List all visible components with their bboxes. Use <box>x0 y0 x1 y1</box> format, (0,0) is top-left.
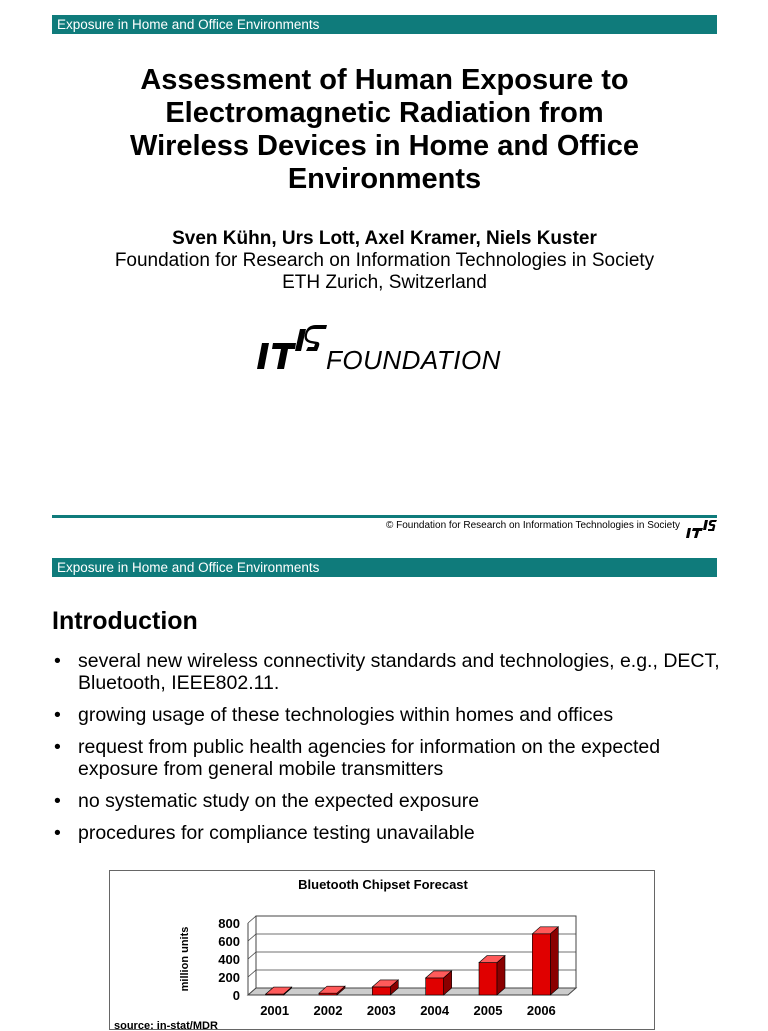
slide-title <box>52 64 717 196</box>
x-tick-label: 2003 <box>366 1003 396 1018</box>
chart-bar-side <box>497 956 505 995</box>
footer-copyright: © Foundation for Research on Information Technologies in Society <box>385 520 680 531</box>
title-line: Wireless Devices in Home and Office <box>129 130 640 162</box>
x-tick-label: 2001 <box>260 1003 290 1018</box>
x-tick-label: 2002 <box>313 1003 343 1018</box>
bullet-item: • growing usage of these technologies within homes and offices <box>54 704 614 726</box>
bullet-text: several new wireless connectivity standards and technologies, e.g., DECT, Bluetooth, IEEE802.11. <box>78 650 720 694</box>
title-line: Assessment of Human Exposure to <box>140 64 629 96</box>
itis-small-logo-icon <box>686 519 718 539</box>
logo-wordmark: FOUNDATION <box>326 345 501 375</box>
bullet-item: • no systematic study on the expected exposure <box>54 790 480 812</box>
chart-bar <box>479 963 497 995</box>
authors: Sven Kühn, Urs Lott, Axel Kramer, Niels Kuster <box>172 228 597 249</box>
chart-bar <box>372 987 390 995</box>
chart-bar-side <box>550 927 558 995</box>
chart-title: Bluetooth Chipset Forecast <box>298 877 468 892</box>
bar-chart <box>109 870 655 1030</box>
y-tick-label: 0 <box>232 988 240 1003</box>
y-tick-label: 400 <box>218 952 240 967</box>
slide-header-bar: Exposure in Home and Office Environments <box>52 15 717 34</box>
chart-source-note: source: in-stat/MDR <box>114 1020 218 1031</box>
bullet-item: • request from public health agencies for information on the expected exposure from general mobile transmitters <box>54 736 661 780</box>
affiliation-line: ETH Zurich, Switzerland <box>282 272 487 293</box>
itis-mark-icon <box>256 325 328 375</box>
bullet-text: request from public health agencies for information on the expected exposure from general mobile transmitters <box>78 736 661 780</box>
bullet-text: no systematic study on the expected exposure <box>78 790 480 812</box>
itis-logo <box>256 325 516 375</box>
x-tick-label: 2004 <box>420 1003 450 1018</box>
chart-bar <box>532 934 550 995</box>
y-tick-label: 200 <box>218 970 240 985</box>
title-line: Environments <box>287 163 482 195</box>
title-line: Electromagnetic Radiation from <box>165 97 604 129</box>
bullet-text: procedures for compliance testing unavailable <box>78 822 475 844</box>
chart-floor <box>248 988 576 995</box>
slide-header-bar: Exposure in Home and Office Environments <box>52 558 717 577</box>
bullet-item: • procedures for compliance testing unavailable <box>54 822 475 844</box>
footer-divider <box>52 515 717 518</box>
bullet-item: • several new wireless connectivity standards and technologies, e.g., DECT, Bluetooth, IEEE802.11. <box>54 650 720 694</box>
affiliation <box>52 250 717 294</box>
x-tick-label: 2006 <box>526 1003 556 1018</box>
chart-canvas <box>110 871 656 1031</box>
bullet-list <box>52 650 732 854</box>
y-tick-label: 600 <box>218 934 240 949</box>
y-tick-label: 800 <box>218 916 240 931</box>
y-axis-label: million units <box>179 926 191 992</box>
x-tick-label: 2005 <box>473 1003 503 1018</box>
affiliation-line: Foundation for Research on Information Technologies in Society <box>114 250 655 271</box>
bullet-text: growing usage of these technologies within homes and offices <box>78 704 614 726</box>
chart-bar <box>426 978 444 995</box>
section-heading: Introduction <box>52 607 198 635</box>
